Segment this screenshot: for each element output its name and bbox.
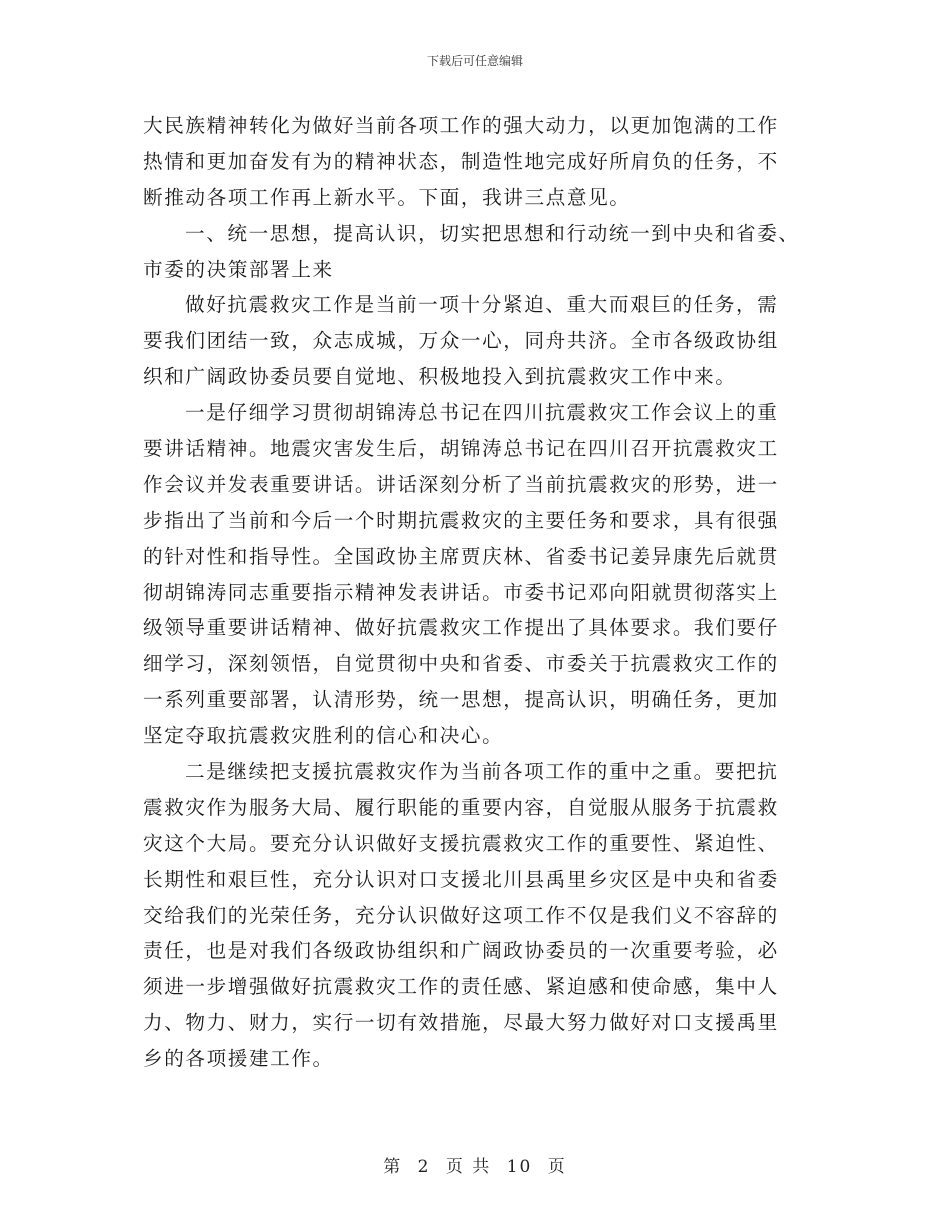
text-line: 作会议并发表重要讲话。讲话深刻分析了当前抗震救灾的形势，进一 [143, 472, 779, 496]
text-line: 长期性和艰巨性，充分认识对口支援北川县禹里乡灾区是中央和省委 [143, 867, 779, 891]
footer-prefix: 第 [383, 1157, 403, 1177]
section-heading: 一、统一思想，提高认识，切实把思想和行动统一到中央和省委、 [185, 221, 800, 245]
document-body [143, 108, 808, 1077]
section-heading-cont: 市委的决策部署上来 [143, 257, 334, 281]
text-line: 乡的各项援建工作。 [143, 1047, 334, 1071]
footer-page-number: 2 [417, 1157, 431, 1177]
text-line: 级领导重要讲话精神、做好抗震救灾工作提出了具体要求。我们要仔 [143, 616, 779, 640]
text-line: 一是仔细学习贯彻胡锦涛总书记在四川抗震救灾工作会议上的重 [185, 401, 779, 425]
footer-total-pages: 10 [506, 1157, 533, 1177]
text-line: 力、物力、财力，实行一切有效措施，尽最大努力做好对口支援禹里 [143, 1011, 779, 1035]
text-line: 步指出了当前和今后一个时期抗震救灾的主要任务和要求，具有很强 [143, 508, 779, 532]
page-footer [0, 1152, 950, 1177]
footer-suffix: 页 [547, 1157, 567, 1177]
page-header: 下载后可任意编辑 [426, 54, 523, 68]
text-line: 细学习，深刻领悟，自觉贯彻中央和省委、市委关于抗震救灾工作的 [143, 652, 779, 676]
text-line: 要讲话精神。地震灾害发生后，胡锦涛总书记在四川召开抗震救灾工 [143, 437, 779, 461]
text-line: 大民族精神转化为做好当前各项工作的强大动力，以更加饱满的工作 [143, 114, 779, 137]
text-line: 做好抗震救灾工作是当前一项十分紧迫、重大而艰巨的任务，需 [185, 293, 779, 317]
text-line: 二是继续把支援抗震救灾作为当前各项工作的重中之重。要把抗 [185, 760, 779, 784]
text-line: 要我们团结一致，众志成城，万众一心，同舟共济。全市各级政协组 [143, 329, 779, 353]
text-line: 震救灾作为服务大局、履行职能的重要内容，自觉服从服务于抗震救 [143, 795, 779, 819]
text-line: 责任，也是对我们各级政协组织和广阔政协委员的一次重要考验，必 [143, 939, 779, 963]
footer-middle: 页 共 [445, 1157, 492, 1177]
text-line: 彻胡锦涛同志重要指示精神发表讲话。市委书记邓向阳就贯彻落实上 [143, 580, 779, 604]
text-line: 灾这个大局。要充分认识做好支援抗震救灾工作的重要性、紧迫性、 [143, 831, 779, 855]
text-line: 织和广阔政协委员要自觉地、积极地投入到抗震救灾工作中来。 [143, 365, 737, 389]
text-line: 的针对性和指导性。全国政协主席贾庆林、省委书记姜异康先后就贯 [143, 544, 779, 568]
text-line: 热情和更加奋发有为的精神状态，制造性地完成好所肩负的任务，不 [143, 149, 779, 173]
text-line: 交给我们的光荣任务，充分认识做好这项工作不仅是我们义不容辞的 [143, 903, 779, 927]
text-line: 一系列重要部署，认清形势，统一思想，提高认识，明确任务，更加 [143, 688, 779, 712]
text-line: 须进一步增强做好抗震救灾工作的责任感、紧迫感和使命感，集中人 [143, 975, 779, 999]
text-line: 断推动各项工作再上新水平。下面，我讲三点意见。 [143, 185, 631, 209]
text-line: 坚定夺取抗震救灾胜利的信心和决心。 [143, 724, 504, 748]
